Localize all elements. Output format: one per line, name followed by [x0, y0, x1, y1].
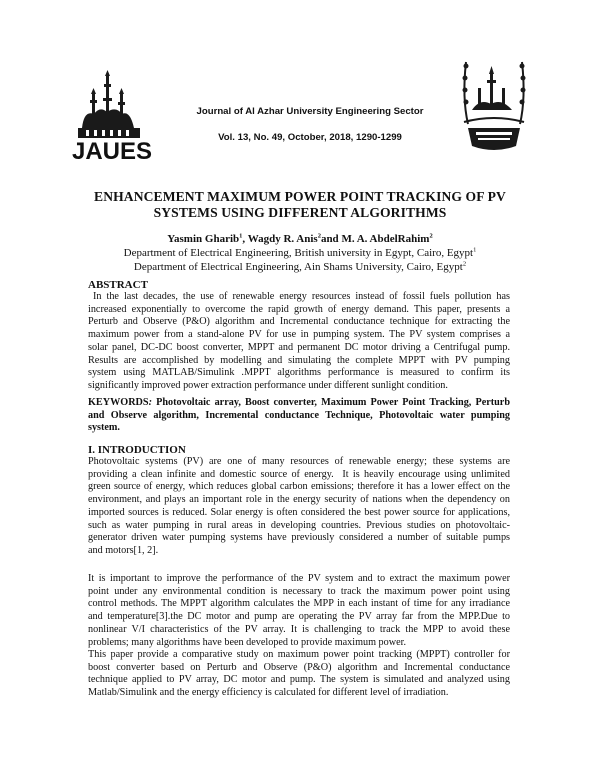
- abstract-line: maximum power from a stand-alone PV for use in pumping system. The PV system comprises a: [88, 329, 510, 341]
- intro-line: point under any environmental condition is necessary to track the maximum power point using: [88, 585, 510, 597]
- affiliation-1-sup: 1: [473, 246, 477, 254]
- intro-line: Photovoltaic systems (PV) are one of many resources of renewable energy; these systems are: [88, 456, 510, 467]
- author-3: M. A. AbdelRahim: [341, 233, 430, 245]
- keywords-line: system.: [88, 422, 120, 434]
- author-2: Wagdy R. Anis: [247, 233, 318, 245]
- introduction-paragraph-2: [88, 573, 510, 649]
- jaues-logo: [72, 70, 152, 166]
- authors-line: [0, 233, 600, 245]
- intro-line: such as water pumping in rural areas in developing countries. Previous studies on photovoltaic-: [88, 519, 510, 531]
- affiliation-2-text: Department of Electrical Engineering, Ain Shams University, Cairo, Egypt: [133, 261, 463, 273]
- affiliation-1: [0, 247, 600, 259]
- intro-line: and temperature[3].the DC motor and pump are operating the PV array far from the MPP.Due to: [88, 611, 510, 623]
- abstract-line: increased exponentially to overcome the rapid growth of energy demand. This paper, presents a: [88, 303, 510, 315]
- abstract-line: In the last decades, the use of renewable energy resources instead of fossil fuels pollution has: [88, 291, 510, 302]
- university-crest: [456, 58, 532, 154]
- introduction-heading: I. INTRODUCTION: [88, 444, 186, 456]
- affiliation-2: [0, 261, 600, 273]
- abstract-line: system using MATLAB/Simulink .MPPT algorithms performance is measured to confirm its: [88, 367, 510, 379]
- author-3-affil: 2: [429, 232, 433, 240]
- keywords-colon: :: [148, 397, 157, 408]
- intro-line: nonlinear V/I characteristics of the PV array. It is challenging to track the MPP to avoid these: [88, 623, 510, 635]
- intro-line: This paper provide a comparative study on maximum power point tracking (MPPT) controller for: [88, 649, 510, 660]
- crest-icon: [456, 58, 532, 154]
- keywords-text: Photovoltaic array, Boost converter, Maximum Power Point Tracking, Perturb: [156, 397, 510, 408]
- author-1: Yasmin Gharib: [167, 233, 240, 245]
- paper-title-line-1: ENHANCEMENT MAXIMUM POWER POINT TRACKING OF PV: [94, 189, 506, 204]
- abstract-line: Perturb and Observe (P&O) algorithm and Incremental conductance technique for extracting the: [88, 316, 510, 328]
- volume-info: Vol. 13, No. 49, October, 2018, 1290-1299: [218, 132, 402, 143]
- keywords-block: [88, 397, 510, 435]
- abstract-line: significantly improved power extraction performance under different sunlight condition.: [88, 379, 448, 391]
- intro-line: generator driven water pumping systems have previously considered a number of suitable pumps: [88, 532, 510, 544]
- author-1-affil: 1: [239, 232, 243, 240]
- intro-line: providing a clean infinite and domestic source of energy. It is heavily encourage using unlimited: [88, 468, 510, 480]
- logo-text: JAUES: [72, 138, 153, 165]
- author-and: and: [320, 233, 342, 245]
- author-2-affil: 2: [317, 232, 321, 240]
- abstract-body: [88, 291, 510, 393]
- keywords-label: KEYWORDS: [88, 397, 149, 408]
- abstract-heading: ABSTRACT: [88, 279, 148, 291]
- abstract-line: solar panel, DC-DC boost converter, MPPT and permanent DC motor driving a Centrifugal pump.: [88, 341, 510, 353]
- introduction-paragraph-3: [88, 649, 510, 700]
- keywords-line: [88, 397, 510, 410]
- paper-title-line-2: SYSTEMS USING DIFFERENT ALGORITHMS: [153, 205, 447, 220]
- author-separator: ,: [242, 233, 248, 245]
- intro-line: and motors[1, 2].: [88, 544, 159, 556]
- intro-line: It is important to improve the performance of the PV system and to extract the maximum power: [88, 573, 510, 584]
- intro-line: technique applied to PV array, DC motor and pump. The system is simulated and analyzed using: [88, 674, 510, 686]
- intro-line: environment, and plays an important role in the energy security of nations when the dependency on: [88, 494, 510, 506]
- intro-line: green source of energy, which reduces global carbon emissions; therefore it has a lower effect on the: [88, 481, 510, 493]
- intro-line: boost converter based on Perturb and Observe (P&O) algorithm and Incremental conductance: [88, 661, 510, 673]
- keywords-line: and Observe algorithm, Incremental conductance Technique, Photovoltaic water pumping: [88, 409, 510, 421]
- journal-name: Journal of Al Azhar University Engineering Sector: [196, 106, 424, 117]
- intro-line: Matlab/Simulink and the energy efficiency is calculated for different level of irradiation.: [88, 687, 449, 699]
- introduction-paragraph-1: [88, 456, 510, 558]
- abstract-line: Results are accomplished by modelling and simulating the complete MPPT with PV pumping: [88, 354, 510, 366]
- intro-line: problems; many algorithms have been developed to provide maximum power.: [88, 636, 407, 648]
- affiliation-2-sup: 2: [462, 260, 467, 268]
- intro-line: imported sources is reduced. Solar energy is often considered the best power source for applications,: [88, 506, 510, 518]
- affiliation-1-text: Department of Electrical Engineering, British university in Egypt, Cairo, Egypt: [123, 247, 474, 259]
- intro-line: control methods. The MPPT algorithm calculates the MPP in each instant of time for any irradiance: [88, 598, 510, 610]
- mosque-icon: [72, 70, 152, 140]
